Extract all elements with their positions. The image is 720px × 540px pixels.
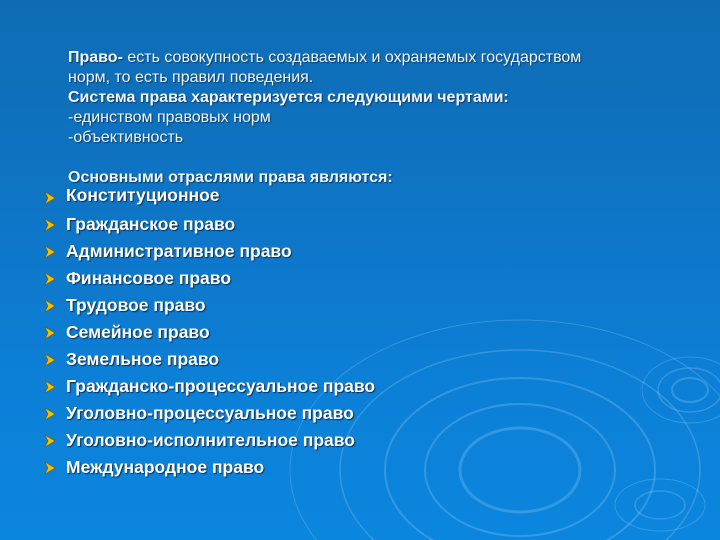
- law-branch-label: Международное право: [66, 457, 265, 477]
- intro-text-block: [68, 48, 688, 188]
- feature-item: -объективность: [68, 129, 184, 146]
- system-features-heading: Система права характеризуется следующими чертами:: [68, 89, 509, 106]
- law-branch-label: Гражданское право: [66, 214, 236, 234]
- branches-heading: Основными отраслями права являются:: [68, 169, 393, 186]
- law-branch-item: [44, 265, 604, 292]
- law-branch-item: [44, 184, 604, 211]
- law-branch-label: Гражданско-процессуальное право: [66, 376, 376, 396]
- arrow-bullet-icon: [44, 408, 56, 420]
- law-branch-item: [44, 400, 604, 427]
- law-branch-item: [44, 427, 604, 454]
- arrow-bullet-icon: [44, 300, 56, 312]
- arrow-bullet-icon: [44, 381, 56, 393]
- law-branch-item: [44, 238, 604, 265]
- law-branch-label: Конституционное: [66, 185, 220, 205]
- law-branch-label: Уголовно-исполнительное право: [66, 430, 355, 450]
- arrow-bullet-icon: [44, 192, 56, 204]
- definition-term: Право-: [68, 49, 123, 66]
- law-branch-label: Земельное право: [66, 349, 220, 369]
- law-branch-label: Административное право: [66, 241, 292, 261]
- law-branch-item: [44, 211, 604, 238]
- definition-line-2: норм, то есть правил поведения.: [68, 69, 314, 86]
- law-branch-label: Трудовое право: [66, 295, 206, 315]
- law-branch-item: [44, 346, 604, 373]
- arrow-bullet-icon: [44, 354, 56, 366]
- law-branch-item: [44, 292, 604, 319]
- feature-item: -единством правовых норм: [68, 109, 271, 126]
- arrow-bullet-icon: [44, 327, 56, 339]
- definition-text: есть совокупность создаваемых и охраняемых государством: [122, 49, 582, 66]
- law-branch-item: [44, 319, 604, 346]
- law-branch-label: Семейное право: [66, 322, 210, 342]
- law-branch-label: Уголовно-процессуальное право: [66, 403, 354, 423]
- law-branch-item: [44, 454, 604, 481]
- arrow-bullet-icon: [44, 462, 56, 474]
- arrow-bullet-icon: [44, 435, 56, 447]
- law-branch-label: Финансовое право: [66, 268, 232, 288]
- arrow-bullet-icon: [44, 219, 56, 231]
- definition-line: [68, 48, 688, 68]
- law-branch-item: [44, 373, 604, 400]
- arrow-bullet-icon: [44, 273, 56, 285]
- arrow-bullet-icon: [44, 246, 56, 258]
- law-branches-list: [44, 184, 604, 481]
